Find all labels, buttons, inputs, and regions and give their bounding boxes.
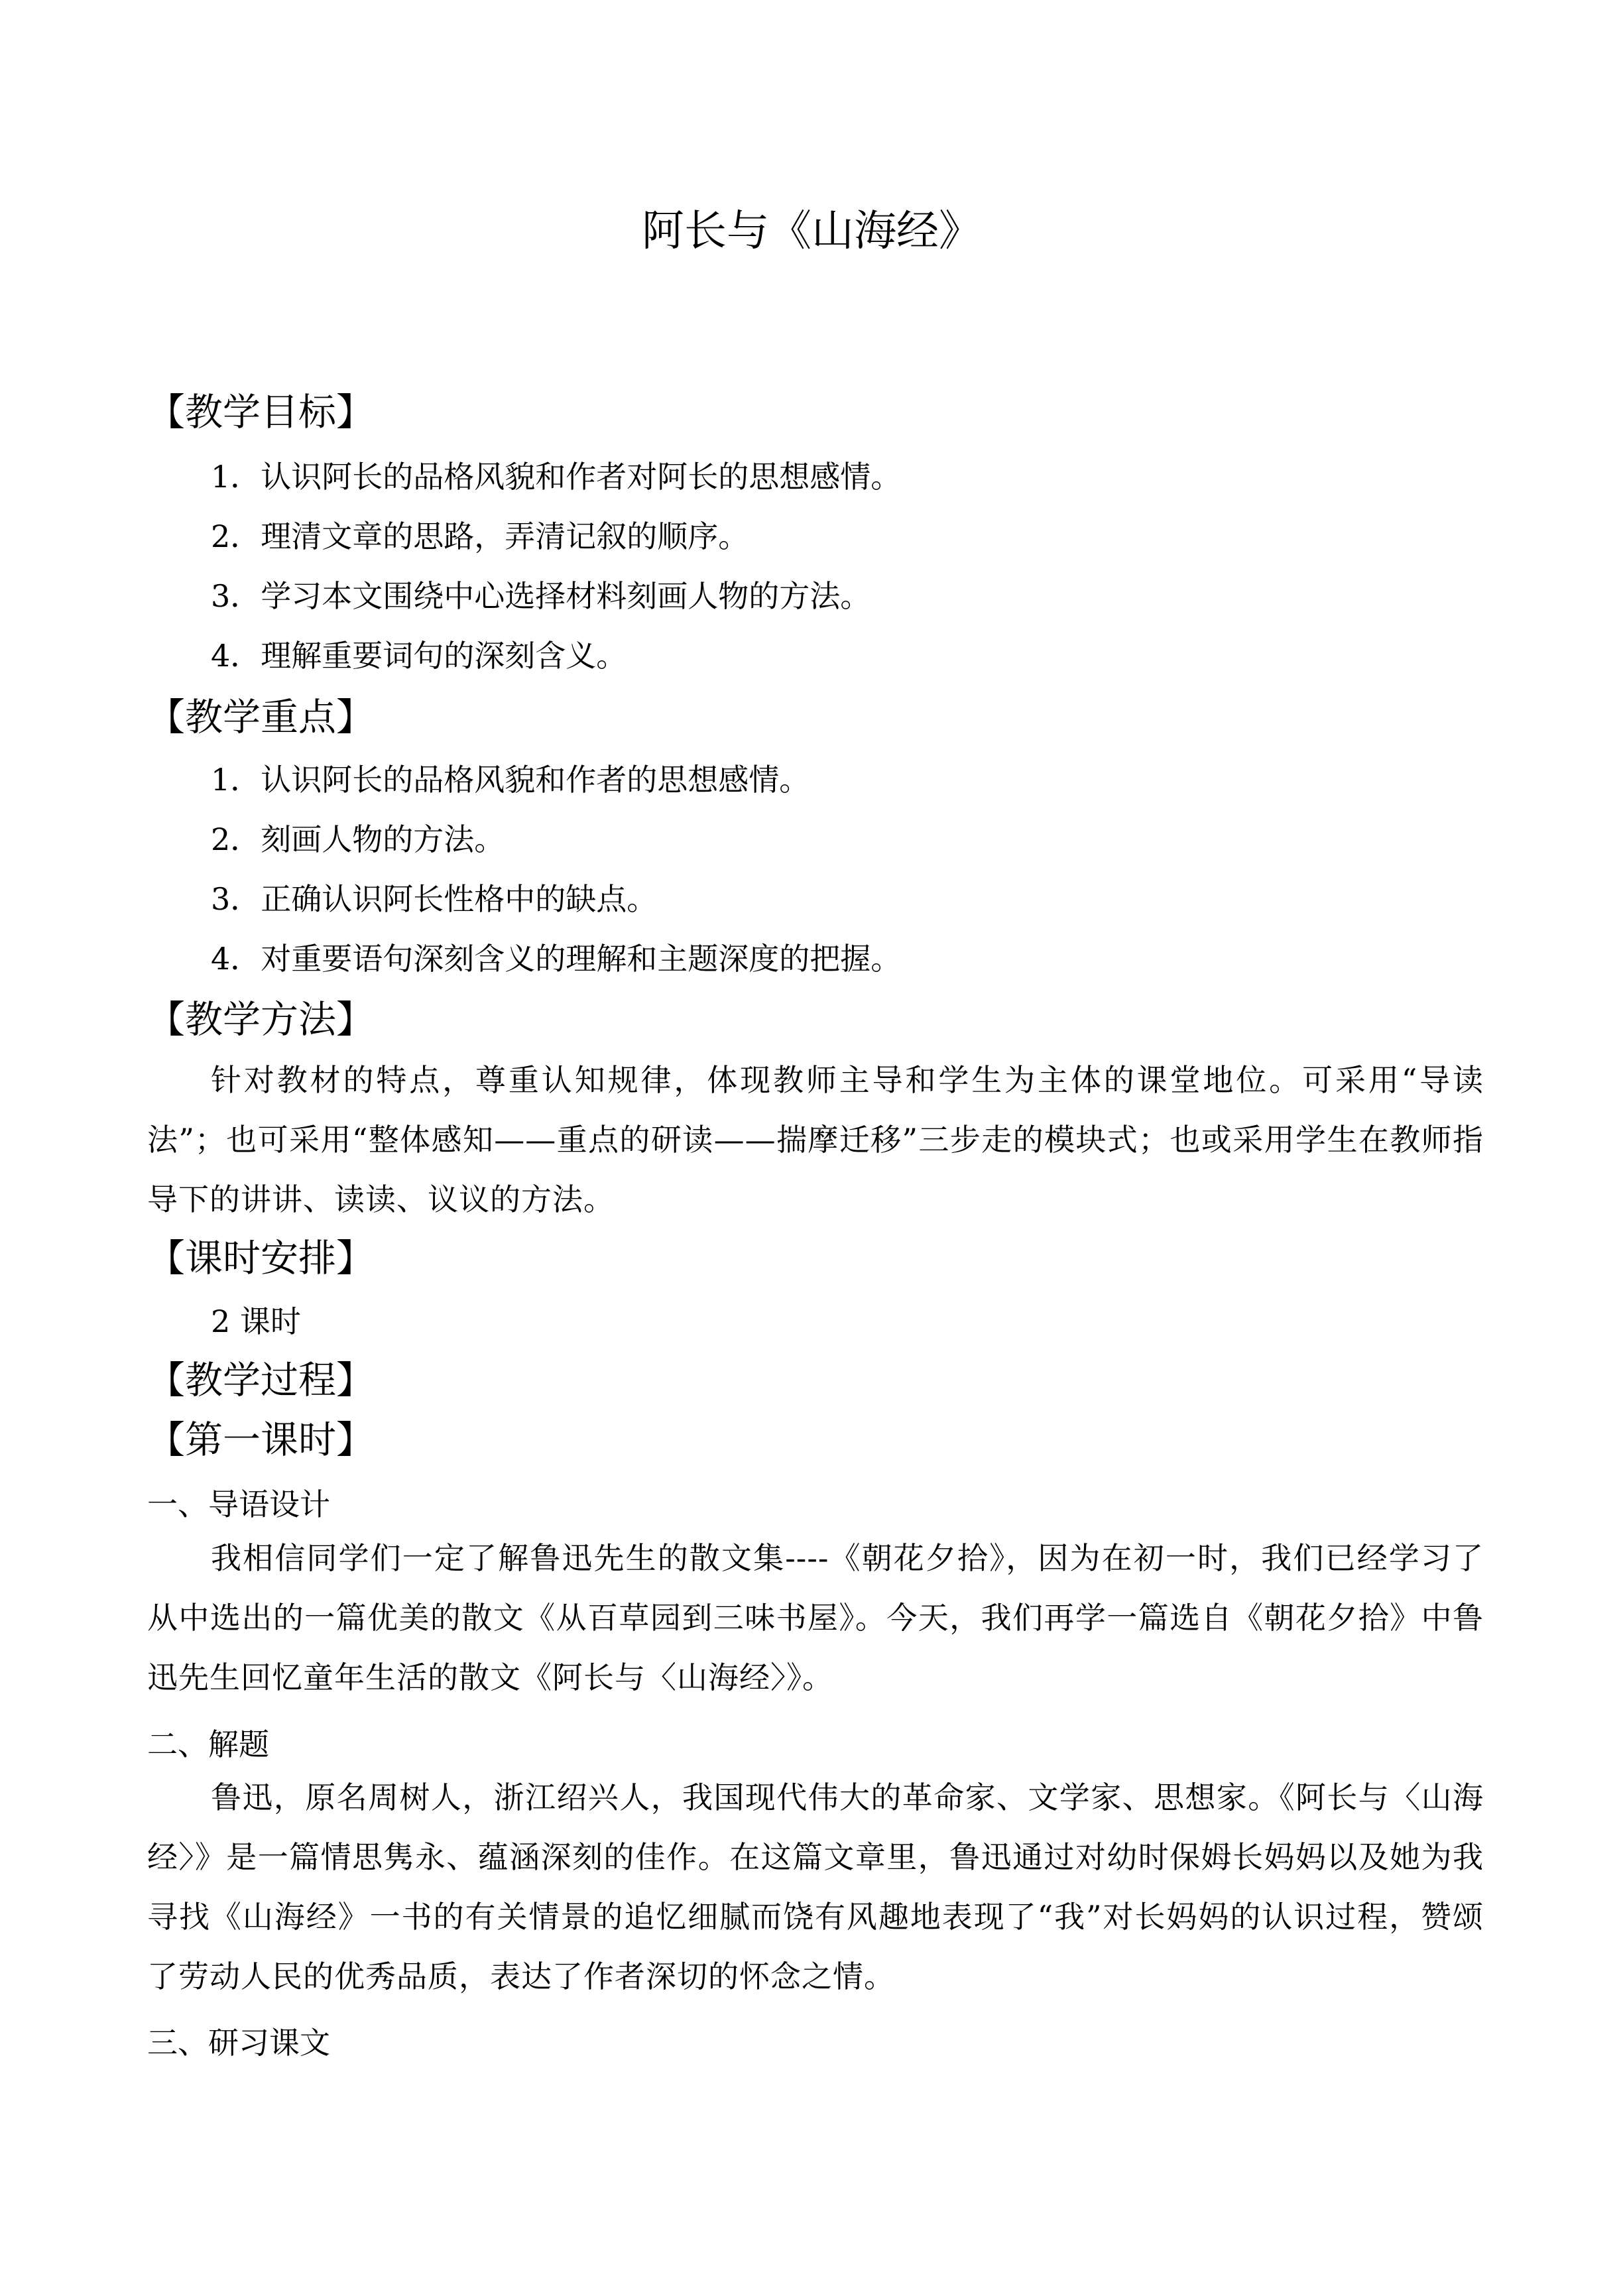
key-point-item: 2．刻画人物的方法。: [211, 821, 505, 857]
methods-heading: 【教学方法】: [147, 998, 374, 1042]
schedule-heading: 【课时安排】: [147, 1237, 374, 1280]
goal-item: 1．认识阿长的品格风貌和作者对阿长的思想感情。: [211, 459, 902, 495]
goals-heading: 【教学目标】: [147, 391, 374, 434]
goal-item: 4．理解重要词句的深刻含义。: [211, 638, 627, 674]
goal-item: 3．学习本文围绕中心选择材料刻画人物的方法。: [211, 578, 871, 614]
methods-paragraph: 针对教材的特点，尊重认知规律，体现教师主导和学生为主体的课堂地位。可采用“导读法”；也可采用“整体感知——重点的研读——揣摩迁移”三步走的模块式；也或采用学生在教师指导下的讲讲、读读、议议的方法。: [147, 1062, 1484, 1217]
key-point-item: 3．正确认识阿长性格中的缺点。: [211, 881, 658, 917]
section-title: 二、解题: [147, 1726, 269, 1762]
key-point-item: 4．对重要语句深刻含义的理解和主题深度的把握。: [211, 941, 902, 977]
section-title: 三、研习课文: [147, 2025, 330, 2061]
process-heading: 【教学过程】: [147, 1359, 374, 1402]
key-point-item: 1．认识阿长的品格风貌和作者的思想感情。: [211, 762, 810, 798]
section-paragraph: 我相信同学们一定了解鲁迅先生的散文集----《朝花夕拾》，因为在初一时，我们已经学习了从中选出的一篇优美的散文《从百草园到三味书屋》。今天，我们再学一篇选自《朝花夕拾》中鲁迅先生回忆童年生活的散文《阿长与〈山海经〉》。: [147, 1540, 1484, 1695]
goal-item: 2．理清文章的思路，弄清记叙的顺序。: [211, 518, 749, 554]
lesson1-heading: 【第一课时】: [147, 1418, 374, 1462]
document-title: 阿长与《山海经》: [642, 207, 981, 256]
section-paragraph: 鲁迅，原名周树人，浙江绍兴人，我国现代伟大的革命家、文学家、思想家。《阿长与〈山海经〉》是一篇情思隽永、蕴涵深刻的佳作。在这篇文章里，鲁迅通过对幼时保姆长妈妈以及她为我寻找《山海经》一书的有关情景的追忆细腻而饶有风趣地表现了“我”对长妈妈的认识过程，赞颂了劳动人民的优秀品质，表达了作者深切的怀念之情。: [147, 1780, 1484, 1994]
schedule-text: 2 课时: [211, 1303, 301, 1339]
section-title: 一、导语设计: [147, 1486, 330, 1522]
key-points-heading: 【教学重点】: [147, 695, 374, 739]
